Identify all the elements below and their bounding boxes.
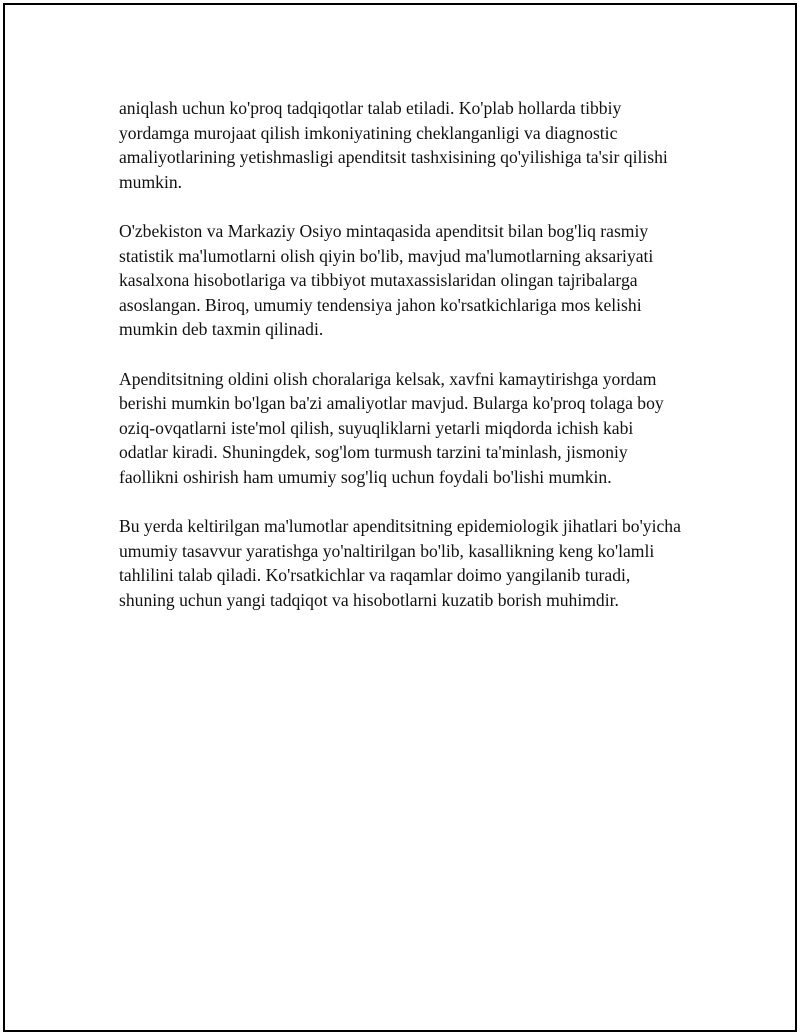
document-body <box>119 96 685 637</box>
document-page <box>3 3 797 1032</box>
paragraph-2: O'zbekiston va Markaziy Osiyo mintaqasida apenditsit bilan bog'liq rasmiy statistik ma'lumotlarni olish qiyin bo'lib, mavjud ma'lumotlarning aksariyati kasalxona hisobotlariga va tibbiyot mutaxassislaridan olingan tajribalarga asoslangan. Biroq, umumiy tendensiya jahon ko'rsatkichlariga mos kelishi mumkin deb taxmin qilinadi. <box>119 220 654 340</box>
paragraph-1: aniqlash uchun ko'proq tadqiqotlar talab etiladi. Ko'plab hollarda tibbiy yordamga murojaat qilish imkoniyatining cheklanganligi va diagnostic amaliyotlarining yetishmasligi apenditsit tashxisining qo'yilishiga ta'sir qilishi mumkin. <box>119 98 668 192</box>
paragraph-3: Apenditsitning oldini olish choralariga kelsak, xavfni kamaytirishga yordam berishi mumkin bo'lgan ba'zi amaliyotlar mavjud. Bularga ko'proq tolaga boy oziq-ovqatlarni iste'mol qilish, suyuqliklarni yetarli miqdorda ichish kabi odatlar kiradi. Shuningdek, sog'lom turmush tarzini ta'minlash, jismoniy faollikni oshirish ham umumiy sog'liq uchun foydali bo'lishi mumkin. <box>119 368 664 487</box>
paragraph-4: Bu yerda keltirilgan ma'lumotlar apenditsitning epidemiologik jihatlari bo'yicha umumiy tasavvur yaratishga yo'naltirilgan bo'lib, kasallikning keng ko'lamli tahlilini talab qiladi. Ko'rsatkichlar va raqamlar doimo yangilanib turadi, shuning uchun yangi tadqiqot va hisobotlarni kuzatib borish muhimdir. <box>119 516 681 610</box>
